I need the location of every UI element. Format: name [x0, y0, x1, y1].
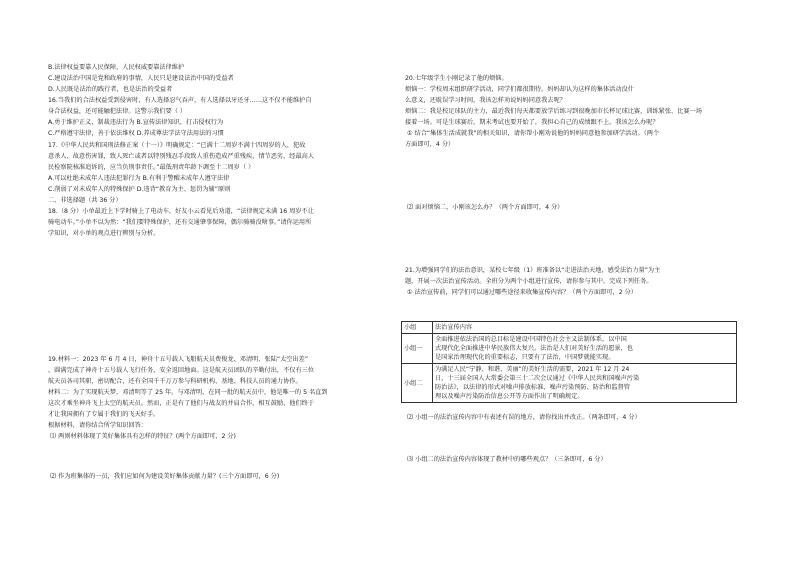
question-19-material-1-cont: ，圆满完成了神舟十五号载人飞行任务，安全返回地面。这是航天员团队的辛勤付出，不仅有三位: [48, 367, 315, 374]
question-20-sub-1: ① 结合“集体生活成就我”的相关知识，请你帮小刚劝说他的妈妈同意他参加研学活动。（两个: [407, 130, 660, 137]
content-line: 为满足人民“宁静、和谐、美丽”的美好生活的需要，2021 年 12 月 24: [435, 366, 630, 373]
question-16-options-ab: A.勇于维护正义，制裁违法行为 B.宣传法律知识，打击侵权行为: [48, 119, 224, 126]
table-header-content: 法治宣传内容: [433, 322, 737, 334]
table-cell-content: [433, 334, 737, 364]
question-19-material-2-cont: 这次才乘坐神舟飞上太空的航天员。然而，正是有了他们与战友的并肩合作，相互鼓励，他们终于: [48, 400, 315, 407]
question-17-stem-end: 民检察院核准追诉的，应当负刑事责任。”最低刑责年龄下调至十二周岁（ ）: [48, 164, 255, 171]
question-19-material-1-end: 航天员各司其职，密切配合，还有全国千千万万参与科研机构、基地、科技人员的通力协作。: [48, 378, 302, 385]
question-17-stem-cont: 意杀人、故意伤害罪，致人死亡或者以特别残忍手段致人重伤造成严重残疾，情节恶劣，经最高人: [48, 153, 315, 160]
table-row: [402, 334, 737, 364]
table-cell-group: 小组一: [402, 334, 433, 364]
question-21-sub-1: ① 法治宣传前，同学们可以通过哪些途径来收集宣传内容？（两个方面即可，2 分）: [407, 289, 637, 296]
question-17-stem: 17.《中华人民共和国刑法修正案（十一）》明确规定：“已满十二周岁不满十四周岁的人，犯故: [48, 142, 306, 149]
question-21-stem-cont: 题，开展一次法治宣传活动。全班分为两个小组进行宣传，请你参与其中，完成下列任务。: [405, 278, 653, 285]
content-line: 日，十三届全国人大常委会第三十二次会议通过《中华人民共和国噪声污染: [435, 375, 640, 382]
question-19-instruction: 根据材料，请你结合所学知识回答：: [48, 422, 147, 429]
table-cell-content: [433, 364, 737, 403]
worry-2: 烦恼二：我是校足球队的主力，最近我们每天都要放学后练习到很晚加市长杯足球比赛，训练紧张、比赛一场: [405, 108, 702, 115]
worry-1: 烦恼一：学校周末组织研学活动，同学们都很期待。妈妈却认为这样的集体活动没什: [405, 86, 634, 93]
option-b-15: B.法律权益要靠人民保障，人民权威要靠法律维护: [48, 64, 185, 71]
propaganda-table: [401, 321, 737, 403]
content-line: 式现代化全面推进中华民族伟大复兴。法治是人们对美好生活的愿景，也: [435, 345, 633, 352]
question-19-sub-2: ⑵ 作为班集体的一员，我们应如何为建设美好集体贡献力量？(三个方面即可，6 分): [50, 473, 280, 480]
content-line: 理以及噪声污染防治信息公开等方面作出了明确规定。: [435, 393, 584, 400]
question-21-sub-2: ⑵ 小组一的法治宣传内容中有表述有误的地方，请你找出并改正。（两条即可，4 分）: [407, 414, 641, 421]
option-c-15: C.建设法治中国是党和政府的事情，人民只是建设法治中国的受益者: [48, 75, 234, 82]
question-19-material-1: 19.材料一：2023 年 6 月 4 日，神舟十五号载人飞船航天员费俊龙、邓清明、张陆“太空出差”: [48, 356, 309, 363]
table-cell-group: 小组二: [402, 364, 433, 403]
question-21-stem: 21.为增强同学们的法治意识，某校七年级（1）班准备以“走进法治天地，感受法治力量”为主: [405, 267, 661, 274]
question-19-material-2-end: 才让我国拥有了专属于我们的飞天好手。: [48, 411, 160, 418]
content-line: 是国家治理现代化的重要标志，只要有了法治，中国梦就能实现。: [435, 354, 615, 361]
question-16-stem-cont: 身合法权益，还可能触犯法律。这警示我们要（ ）: [48, 108, 187, 115]
content-line: 防治法》，以法律的形式对噪声排放标准、噪声污染预防、防治和监督管: [435, 384, 630, 391]
table-header-row: [402, 322, 737, 334]
question-20-sub-2: ⑵ 面对烦恼二，小刚该怎么办？（两个方面即可，4 分）: [407, 204, 564, 211]
question-21-sub-3: ⑶ 小组二的法治宣传内容体现了教材中的哪些观点？（三条即可，6 分）: [407, 456, 607, 463]
section-heading: 二、非选择题（共 36 分）: [48, 197, 122, 204]
question-20-stem: 20.七年级学生小刚记录了他的烦恼。: [405, 75, 508, 82]
question-18-stem: 18.（8 分）小单最近上下学时骑上了电动车，好友小云看见后劝道，“法律规定未满 16 周岁不让: [48, 208, 314, 215]
worry-2-cont: 接着一场。可是生球赛后，期末考试也要开始了，我担心自己的成绩跟不上。我该怎么办呢？: [405, 119, 659, 126]
table-header-group: 小组: [402, 322, 433, 334]
question-18-stem-end: 学知识，对小单的观点进行辨别与分析。: [48, 230, 160, 237]
question-17-options-cd: C.削弱了对未成年人的特殊保护 D.违背“教育为主、惩罚为辅”原则: [48, 186, 231, 193]
question-16-options-cd: C.严格遵守法律，善于依法维权 D.养成尊法学法守法用法的习惯: [48, 130, 224, 137]
question-16-stem: 16.当我们的合法权益受到侵害时，有人选择忍气吞声，有人选择以牙还牙……这不仅不能维护自: [48, 97, 312, 104]
table-row: [402, 364, 737, 403]
question-17-options-ab: A.可以杜绝未成年人违法犯罪行为 B.有利于警醒未成年人遵守法律: [48, 175, 230, 182]
worry-1-cont: 么意义，还耽误学习时间，我该怎样劝说妈妈同意我去呢？: [405, 97, 566, 104]
option-d-15: D.人民既是法治的践行者，也是法治的受益者: [48, 86, 173, 93]
question-20-sub-1-end: 方面即可，4 分）: [405, 141, 455, 148]
content-line: 全面推进依法治国的总目标是建设中国特色社会主义法制体系，以中国: [435, 336, 627, 343]
question-18-stem-cont: 骑电动车。”小单不以为然：“我们要特殊保护，还有交通肇事保障，偶尔骑骑没啥事。”请你运用所: [48, 219, 312, 226]
question-19-sub-1: ⑴ 两则材料体现了美好集体具有怎样的特征？(两个方面即可，2 分): [50, 433, 236, 440]
question-19-material-2: 材料二：为了实现航天梦，邓清明等了 25 年。与邓清明，在同一批的航天员中，他是唯一的 5 名直到: [48, 389, 328, 396]
